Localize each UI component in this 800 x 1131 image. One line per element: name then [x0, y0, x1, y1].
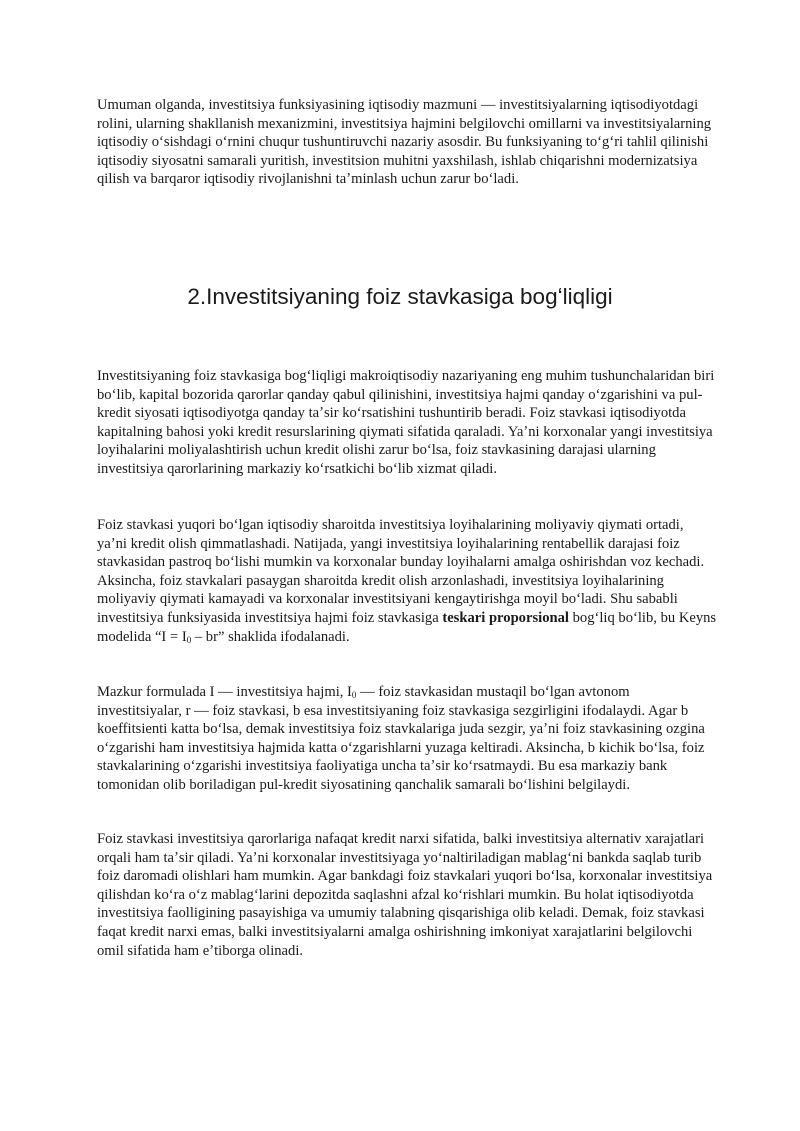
paragraph-text: — foiz stavkasidan mustaqil boʻlgan avtonom investitsiyalar, r — foiz stavkasi, b esa investitsiyaning foiz stavkasiga sezgirligini ifodalaydi. Agar b koeffitsienti katta boʻlsa, demak investitsiya foiz stavkalariga juda sezgir, yaʼni foiz stavkasining ozgina oʻzgarishi ham investitsiya hajmida katta oʻzgarishlarni yuzaga keltiradi. Aksincha, b kichik boʻlsa, foiz stavkalarining oʻzgarishi investitsiya faoliyatiga uncha taʼsir koʻrsatmaydi. Bu esa markaziy bank tomonidan olib boriladigan pul-kredit siyosatining qanchalik samarali boʻlishini belgilaydi.	[97, 684, 705, 793]
formula-subscript: 0	[186, 634, 192, 645]
paragraph-text: – br” shaklida ifodalanadi.	[191, 628, 350, 645]
formula-subscript: 0	[351, 690, 357, 700]
bold-term-inverse-proportional: teskari proporsional	[442, 609, 569, 626]
paragraph-text: bogʻliq boʻlib, bu Keyns modelida “I = I	[97, 609, 717, 645]
paragraph-formula-explanation	[97, 683, 717, 795]
paragraph-text: Mazkur formulada I — investitsiya hajmi, I	[97, 684, 352, 700]
paragraph-interest-rate-dependence: Investitsiyaning foiz stavkasiga bogʻliqligi makroiqtisodiy nazariyaning eng muhim tushunchalaridan biri boʻlib, kapital bozorida qarorlar qanday qabul qilinishini, investitsiya hajmi qanday oʻzgarishini va pul-kredit siyosati iqtisodiyotga qanday taʼsir koʻrsatishini tushuntirib beradi. Foiz stavkasi iqtisodiyotda kapitalning bahosi yoki kredit resurslarining qiymati sifatida qaraladi. Yaʼni korxonalar yangi investitsiya loyihalarini moliyalashtirish uchun kredit olishi zarur boʻlsa, foiz stavkasining darajasi ularning investitsiya qarorlarining markaziy koʻrsatkichi boʻlib xizmat qiladi.	[97, 368, 715, 477]
section-heading: 2.Investitsiyaning foiz stavkasiga bogʻliqligi	[187, 284, 613, 309]
paragraph-high-interest-conditions	[97, 516, 717, 646]
paragraph-opportunity-cost: Foiz stavkasi investitsiya qarorlariga nafaqat kredit narxi sifatida, balki investitsiya alternativ xarajatlari orqali ham taʼsir qiladi. Yaʼni korxonalar investitsiyaga yoʻnaltiriladigan mablagʻni bankda saqlab turib foiz daromadi olishlari ham mumkin. Agar bankdagi foiz stavkalari yuqori boʻlsa, korxonalar investitsiya qilishdan koʻra oʻz mablagʻlarini depozitda saqlashni afzal koʻrishlari mumkin. Bu holat iqtisodiyotda investitsiya faolligining pasayishiga va umumiy talabning qisqarishiga olib keladi. Demak, foiz stavkasi faqat kredit narxi emas, balki investitsiyalarni amalga oshirishning imkoniyat xarajatlarini belgilovchi omil sifatida ham eʼtiborga olinadi.	[97, 831, 713, 959]
intro-paragraph: Umuman olganda, investitsiya funksiyasining iqtisodiy mazmuni — investitsiyalarning iqtisodiyotdagi rolini, ularning shakllanish mexanizmini, investitsiya hajmini belgilovchi omillarni va investitsiyalarning iqtisodiy oʻsishdagi oʻrnini chuqur tushuntiruvchi nazariy asosdir. Bu funksiyaning toʻgʻri tahlil qilinishi iqtisodiy siyosatni samarali yuritish, investitsion muhitni yaxshilash, ishlab chiqarishni modernizatsiya qilish va barqaror iqtisodiy rivojlanishni taʼminlash uchun zarur boʻladi.	[97, 97, 712, 188]
paragraph-text: Foiz stavkasi yuqori boʻlgan iqtisodiy sharoitda investitsiya loyihalarining moliyaviy qiymati ortadi, yaʼni kredit olish qimmatlashadi. Natijada, yangi investitsiya loyihalarining rentabellik darajasi foiz stavkasidan pastroq boʻlishi mumkin va korxonalar bunday loyihalarni amalga oshirishdan voz kechadi. Aksincha, foiz stavkalari pasaygan sharoitda kredit olish arzonlashadi, investitsiya loyihalarining moliyaviy qiymati kamayadi va korxonalar investitsiyani kengaytirishga moyil boʻladi. Shu sababli investitsiya funksiyasida investitsiya hajmi foiz stavkasiga	[97, 517, 705, 626]
